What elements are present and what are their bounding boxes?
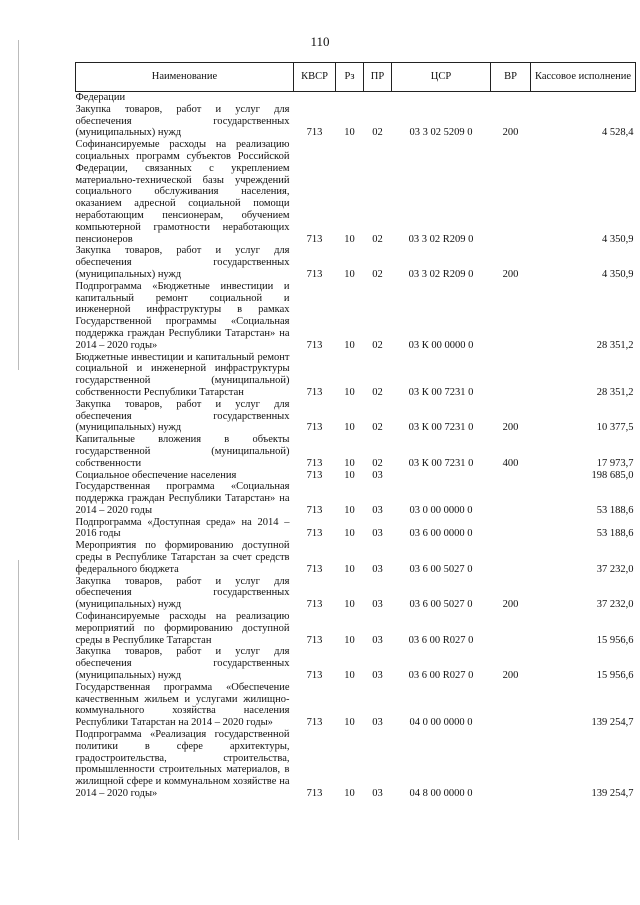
cell-amount: 37 232,0 [596,563,634,575]
table-row [76,281,636,352]
cell-rz: 10 [344,233,355,245]
cell-vr: 400 [502,457,519,469]
cell-kvsr: 713 [306,528,323,540]
cell-name: Подпрограмма «Доступная среда» на 2014 – 2016 годы [75,516,290,540]
cell-vr [491,470,531,482]
cell-name: Государственная программа «Обеспечение качественным жильем и услугами жилищно-коммунального хозяйства населения Республики Татарстан на 2014 – 2020 годы» [75,681,290,729]
page-number: 110 [310,34,330,49]
cell-kvsr [294,92,336,104]
table-row [76,352,636,399]
cell-csr: 03 К 00 7231 0 [408,386,474,398]
table-row [76,729,636,800]
cell-kvsr: 713 [306,233,323,245]
cell-vr [491,281,531,352]
cell-kvsr: 713 [306,422,323,434]
cell-amount: 4 350,9 [602,233,634,245]
cell-name: Софинансируемые расходы на реализацию социальных программ субъектов Российской Федерации, связанных с укреплением материально-технической базы учреждений социального обслуживания населения, оказанием адресной социальной помощи неработающим пенсионерам, обучением компьютерной грамотности неработающих пенсионеров [75,139,290,245]
table-row [76,540,636,575]
cell-rz: 10 [344,469,355,481]
cell-csr: 03 К 00 7231 0 [408,457,474,469]
cell-rz: 10 [344,127,355,139]
table-row [76,434,636,469]
cell-amount: 28 351,2 [596,386,634,398]
cell-kvsr: 713 [306,717,323,729]
cell-amount: 10 377,5 [596,422,634,434]
cell-kvsr: 713 [306,268,323,280]
cell-amount: 17 973,7 [596,457,634,469]
cell-rz: 10 [344,599,355,611]
cell-vr [491,729,531,800]
table-row [76,245,636,280]
table-row [76,646,636,681]
cell-vr [491,481,531,516]
cell-csr: 03 3 02 5209 0 [409,127,473,139]
column-header-csr: ЦСР [392,63,491,92]
cell-rz: 10 [344,386,355,398]
table-row [76,682,636,729]
cell-kvsr: 713 [306,670,323,682]
cell-name: Закупка товаров, работ и услуг для обеспечения государственных (муниципальных) нужд [75,575,290,611]
table-row [76,611,636,646]
binding-margin-line [18,560,19,840]
cell-csr: 03 6 00 R027 0 [408,670,474,682]
cell-csr: 04 0 00 0000 0 [409,717,473,729]
cell-csr: 03 6 00 5027 0 [409,563,473,575]
cell-amount: 15 956,6 [596,634,634,646]
cell-pr: 03 [372,469,383,481]
cell-csr: 03 3 02 R209 0 [408,233,474,245]
cell-vr: 200 [502,268,519,280]
cell-pr [364,92,392,104]
cell-vr: 200 [502,127,519,139]
cell-csr: 03 6 00 0000 0 [409,528,473,540]
cell-csr: 03 3 02 R209 0 [408,268,474,280]
table-row [76,481,636,516]
cell-amount: 198 685,0 [591,469,634,481]
column-header-kvsr: КВСР [294,63,336,92]
cell-kvsr: 713 [306,457,323,469]
cell-pr: 02 [372,422,383,434]
cell-rz [336,92,364,104]
cell-rz: 10 [344,504,355,516]
cell-kvsr: 713 [306,386,323,398]
cell-vr: 200 [502,670,519,682]
cell-kvsr: 713 [306,127,323,139]
cell-pr: 02 [372,339,383,351]
cell-pr: 02 [372,268,383,280]
cell-csr [392,470,491,482]
cell-csr: 03 К 00 0000 0 [408,339,474,351]
cell-vr [491,540,531,575]
cell-amount: 53 188,6 [596,504,634,516]
table-row [76,470,636,482]
cell-amount: 139 254,7 [591,717,634,729]
budget-table [75,62,636,800]
cell-pr: 03 [372,528,383,540]
cell-name: Федерации [75,92,126,103]
column-header-name: Наименование [76,63,294,92]
cell-amount: 4 350,9 [602,268,634,280]
cell-rz: 10 [344,268,355,280]
cell-name: Мероприятия по формированию доступной среды в Республике Татарстан за счет средств федерального бюджета [75,540,290,575]
cell-name: Закупка товаров, работ и услуг для обеспечения государственных (муниципальных) нужд [75,398,290,434]
cell-rz: 10 [344,563,355,575]
cell-vr [491,92,531,104]
cell-name: Закупка товаров, работ и услуг для обеспечения государственных (муниципальных) нужд [75,103,290,139]
cell-amount: 53 188,6 [596,528,634,540]
cell-rz: 10 [344,788,355,800]
cell-csr: 03 6 00 5027 0 [409,599,473,611]
cell-vr [491,611,531,646]
column-header-amount: Кассовое исполнение [531,63,636,92]
table-row [76,92,636,104]
cell-amount: 15 956,6 [596,670,634,682]
cell-amount: 37 232,0 [596,599,634,611]
cell-rz: 10 [344,339,355,351]
cell-kvsr: 713 [306,504,323,516]
cell-kvsr: 713 [306,339,323,351]
column-header-pr: ПР [364,63,392,92]
cell-kvsr: 713 [306,563,323,575]
cell-vr [491,682,531,729]
cell-vr [491,517,531,541]
cell-name: Закупка товаров, работ и услуг для обеспечения государственных (муниципальных) нужд [75,646,290,682]
cell-kvsr: 713 [306,634,323,646]
cell-pr: 03 [372,599,383,611]
cell-pr: 03 [372,670,383,682]
cell-pr: 03 [372,634,383,646]
cell-amount: 4 528,4 [602,127,634,139]
cell-name: Подпрограмма «Бюджетные инвестиции и капитальный ремонт социальной и инженерной инфраструктуры в рамках Государственной программы «Социальная поддержка граждан Республики Татарстан» на 2014 – 2020 годы» [75,280,290,351]
cell-pr: 03 [372,504,383,516]
cell-rz: 10 [344,670,355,682]
cell-rz: 10 [344,717,355,729]
cell-vr: 200 [502,422,519,434]
table-row [76,104,636,139]
cell-name: Подпрограмма «Реализация государственной политики в сфере архитектуры, градостроительства, строительства, промышленности строительных материалов, в жилищной сфере и коммунальном хозяйстве на 2014 – 2020 годы» [75,729,290,800]
cell-rz: 10 [344,457,355,469]
cell-vr: 200 [502,599,519,611]
cell-rz: 10 [344,634,355,646]
table-row [76,139,636,245]
cell-csr: 03 К 00 7231 0 [408,422,474,434]
cell-csr: 03 0 00 0000 0 [409,504,473,516]
cell-name: Государственная программа «Социальная поддержка граждан Республики Татарстан» на 2014 – 2020 годы [75,481,290,516]
table-header-row [76,63,636,92]
cell-kvsr: 713 [306,788,323,800]
cell-pr: 03 [372,788,383,800]
cell-kvsr: 713 [306,599,323,611]
binding-margin-line [18,40,19,370]
cell-pr: 03 [372,563,383,575]
cell-name: Закупка товаров, работ и услуг для обеспечения государственных (муниципальных) нужд [75,245,290,280]
table-row [76,576,636,611]
cell-name: Софинансируемые расходы на реализацию мероприятий по формированию доступной среды в Республике Татарстан [75,611,290,646]
table-row [76,399,636,434]
cell-kvsr: 713 [306,469,323,481]
column-header-vr: ВР [491,63,531,92]
cell-rz: 10 [344,422,355,434]
cell-pr: 02 [372,127,383,139]
cell-pr: 02 [372,233,383,245]
cell-name: Бюджетные инвестиции и капитальный ремонт социальной и инженерной инфраструктуры государственной (муниципальной) собственности Республики Татарстан [75,351,290,398]
cell-vr [491,352,531,399]
cell-amount: 139 254,7 [591,788,634,800]
cell-csr: 04 8 00 0000 0 [409,788,473,800]
cell-name: Капитальные вложения в объекты государственной (муниципальной) собственности [75,434,290,469]
cell-csr: 03 6 00 R027 0 [408,634,474,646]
cell-amount: 28 351,2 [596,339,634,351]
cell-vr [491,139,531,245]
cell-pr: 02 [372,386,383,398]
cell-pr: 03 [372,717,383,729]
cell-name: Социальное обеспечение населения [75,469,237,481]
table-row [76,517,636,541]
cell-pr: 02 [372,457,383,469]
column-header-rz: Рз [336,63,364,92]
cell-rz: 10 [344,528,355,540]
cell-amount [531,92,636,104]
cell-csr [392,92,491,104]
